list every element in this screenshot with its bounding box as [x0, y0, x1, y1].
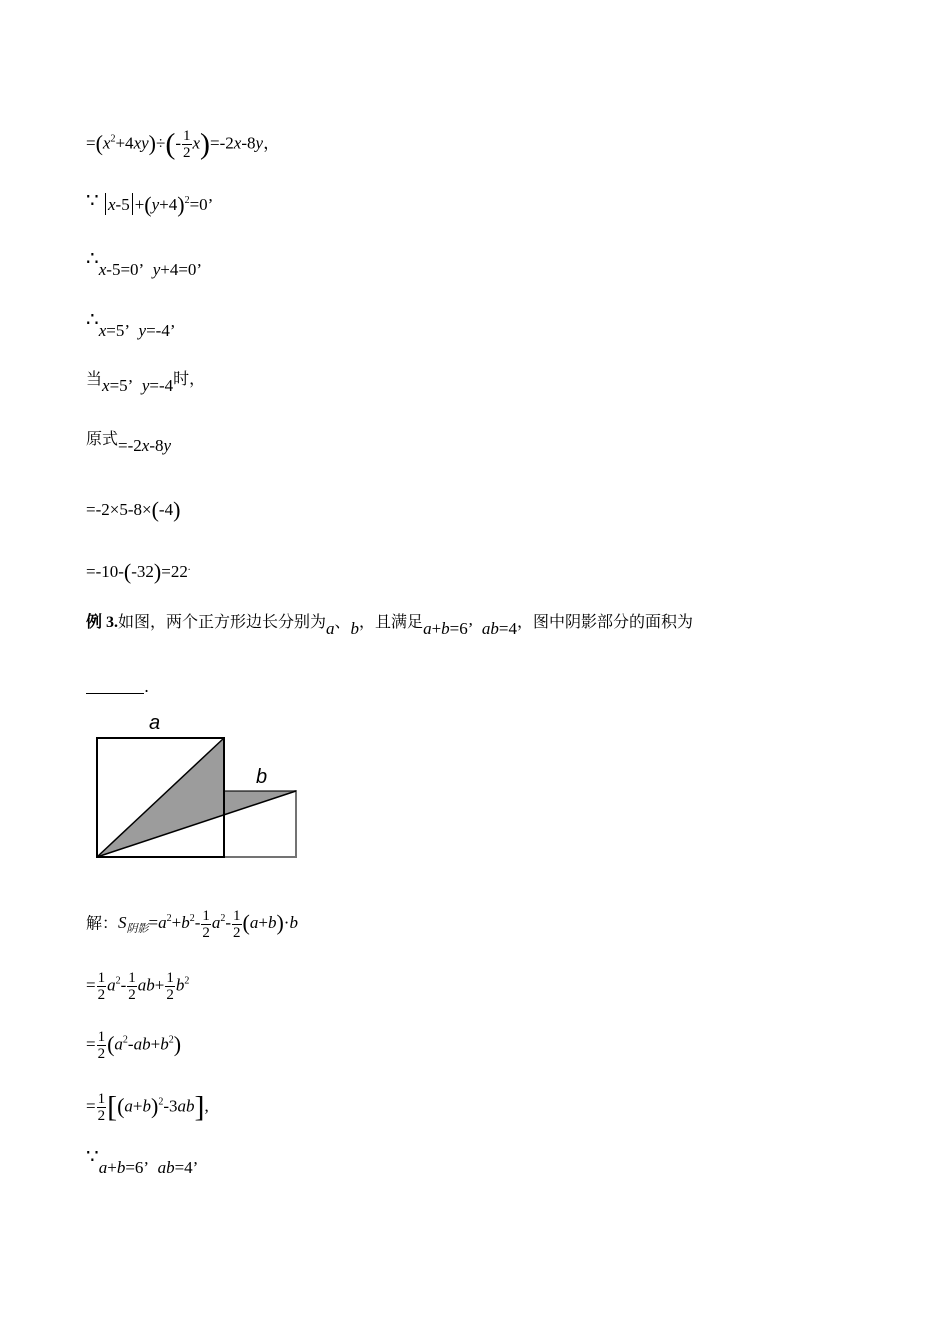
solution-label: 解： — [86, 913, 119, 933]
line-6: 原式=-2x-8y — [86, 429, 172, 455]
calc-line-2-post: =22 — [161, 562, 188, 581]
shaded-region — [97, 738, 296, 857]
answer-blank-line — [86, 676, 149, 698]
example-text-2: ，且满足 — [359, 612, 424, 631]
solution-line-4: = $\frac{1}{2}$ $[(a+b)^2-3ab]$, — [86, 1090, 209, 1124]
line-4: ∴x=5’ y=-4’ — [86, 309, 176, 340]
solution-line-2: = $\frac{1}{2}$ $a^2-$ $\frac{1}{2}$ ab+ $\frac{1}{2}$ $b^2$ — [86, 970, 190, 1003]
answer-blank[interactable] — [86, 677, 144, 694]
shaded-subscript: 阴影 — [126, 923, 149, 936]
equals: = — [86, 133, 96, 153]
example-text-3: ，图中阴影部分的面积为 — [517, 612, 694, 631]
solution-line-3: = $\frac{1}{2}$ $(a^2-ab+b^2)$ — [86, 1029, 182, 1062]
separator: 、 — [334, 612, 351, 631]
period: . — [144, 677, 150, 696]
therefore-symbol: ∴ — [86, 248, 99, 270]
calc-line-1: =-2×5-8× — [86, 500, 152, 519]
period: . — [187, 562, 191, 573]
orig-text: 原式 — [86, 429, 119, 448]
label-b: b — [256, 766, 268, 788]
line-1: $=(x^2+4xy)\div(-$ $\frac{1}{2}$ x)=-2x-8y， — [86, 127, 281, 161]
when-text: 当 — [86, 369, 103, 388]
line-8: =-10-(-32)=22. — [86, 559, 191, 584]
comma: ， — [263, 133, 281, 153]
divide-sign: ÷ — [155, 133, 166, 153]
area-symbol: S — [118, 913, 127, 933]
when-tail: 时， — [173, 369, 206, 388]
solution-line-5: ∵a+b=6’ ab=4’ — [86, 1146, 199, 1177]
example-3: 例 3.如图，两个正方形边长分别为a、b，且满足a+b=6’ ab=4，图中阴影部分的面积为 — [86, 612, 694, 638]
solution-line-1: 解：$S_{阴影}=a^2+b^2-$ $\frac{1}{2}$ $a^2-$ $\frac{1}{2}$ (a+b)·b — [86, 908, 298, 941]
label-a: a — [149, 712, 161, 734]
therefore-symbol: ∴ — [86, 309, 99, 331]
line-2: ∵ $x-5 +(y+4)^2=0$’ — [86, 190, 214, 217]
example-text-1: 如图，两个正方形边长分别为 — [118, 612, 327, 631]
line-7: =-2×5-8×(-4) — [86, 497, 181, 522]
because-symbol: ∵ — [86, 190, 99, 212]
squares-figure — [88, 708, 308, 868]
line-3: ∴x-5=0’ y+4=0’ — [86, 248, 203, 279]
because-symbol: ∵ — [86, 1146, 99, 1168]
line-5: 当x=5’ y=-4时， — [86, 369, 206, 395]
example-label: 例 3. — [86, 614, 119, 631]
calc-line-2-pre: =-10- — [86, 562, 124, 581]
